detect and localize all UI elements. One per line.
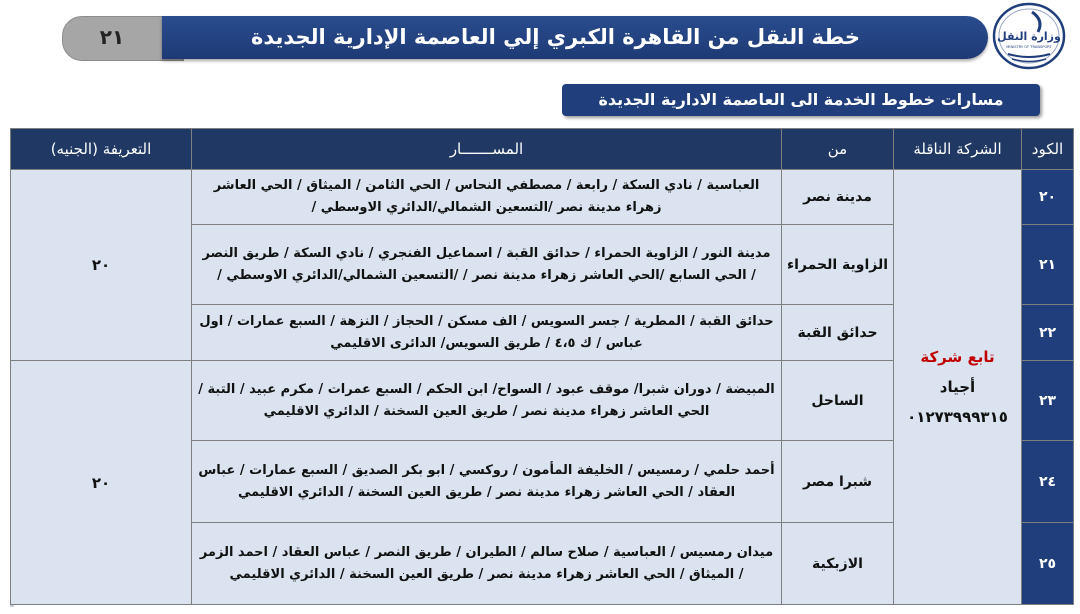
route-cell: المبيضة / دوران شبرا/ موقف عبود / السواح/ ابن الحكم / السبع عمرات / مكرم عبيد / التبة / الحي العاشر زهراء مدينة نصر / طريق العين السخنة / الدائري الاقليمي: [192, 361, 782, 441]
from-cell: الساحل: [782, 361, 894, 441]
route-cell: مدينة النور / الزاوية الحمراء / حدائق القبة / اسماعيل الفنجري / نادي السكة / طريق النصر / الحي السابع /الحي العاشر زهراء مدينة نصر / /التسعين الشمالي/الدائري الاوسطي /: [192, 225, 782, 305]
code-cell: ٢٢: [1022, 305, 1074, 361]
table-row: [11, 170, 1074, 225]
fare-cell: ٢٠: [11, 170, 192, 361]
fare-cell: ٢٠: [11, 361, 192, 605]
route-cell: ميدان رمسيس / العباسية / صلاح سالم / الطيران / طريق النصر / عباس العقاد / احمد الزمر / الميثاق / الحي العاشر زهراء مدينة نصر / طريق العين السخنة / الدائري الاقليمي: [192, 523, 782, 605]
company-name: أجياد: [939, 378, 976, 396]
routes-table: [10, 128, 1074, 605]
from-cell: الزاوية الحمراء: [782, 225, 894, 305]
code-cell: ٢٣: [1022, 361, 1074, 441]
company-phone: ٠١٢٧٣٩٩٩٣١٥: [907, 408, 1008, 426]
from-cell: حدائق القبة: [782, 305, 894, 361]
code-cell: ٢١: [1022, 225, 1074, 305]
table-header-row: [11, 129, 1074, 170]
code-cell: ٢٤: [1022, 441, 1074, 523]
logo-subtext: MINISTRY OF TRANSPORT: [1006, 45, 1052, 49]
company-affiliation: تابع شركة: [920, 348, 995, 366]
subtitle: مسارات خطوط الخدمة الى العاصمة الادارية الجديدة: [598, 90, 1004, 109]
code-cell: ٢٠: [1022, 170, 1074, 225]
page-number: ٢١: [99, 25, 125, 49]
company-cell: [894, 170, 1022, 605]
header-from: من: [782, 129, 894, 170]
page-title: خطة النقل من القاهرة الكبري إلي العاصمة الإدارية الجديدة: [250, 25, 860, 49]
logo-text: وزارة النقل: [997, 30, 1061, 43]
route-cell: حدائق القبة / المطرية / جسر السويس / الف مسكن / الحجاز / النزهة / السبع عمارات / اول عباس / ك ٤،٥ / طريق السويس/ الدائرى الاقليمي: [192, 305, 782, 361]
from-cell: شبرا مصر: [782, 441, 894, 523]
route-cell: أحمد حلمي / رمسيس / الخليفة المأمون / روكسي / ابو بكر الصديق / السبع عمارات / عباس العقاد / الحي العاشر زهراء مدينة نصر / طريق العين السخنة / الدائري الاقليمي: [192, 441, 782, 523]
header-fare: التعريفة (الجنيه): [11, 129, 192, 170]
route-cell: العباسية / نادي السكة / رابعة / مصطفي النحاس / الحي الثامن / الميثاق / الحي العاشر زهراء مدينة نصر /التسعين الشمالي/الدائري الاوسطي /: [192, 170, 782, 225]
header-code: الكود: [1022, 129, 1074, 170]
from-cell: مدينة نصر: [782, 170, 894, 225]
ministry-logo: [992, 2, 1066, 70]
from-cell: الازبكية: [782, 523, 894, 605]
header-company: الشركة الناقلة: [894, 129, 1022, 170]
header-route: المســـــــار: [192, 129, 782, 170]
code-cell: ٢٥: [1022, 523, 1074, 605]
